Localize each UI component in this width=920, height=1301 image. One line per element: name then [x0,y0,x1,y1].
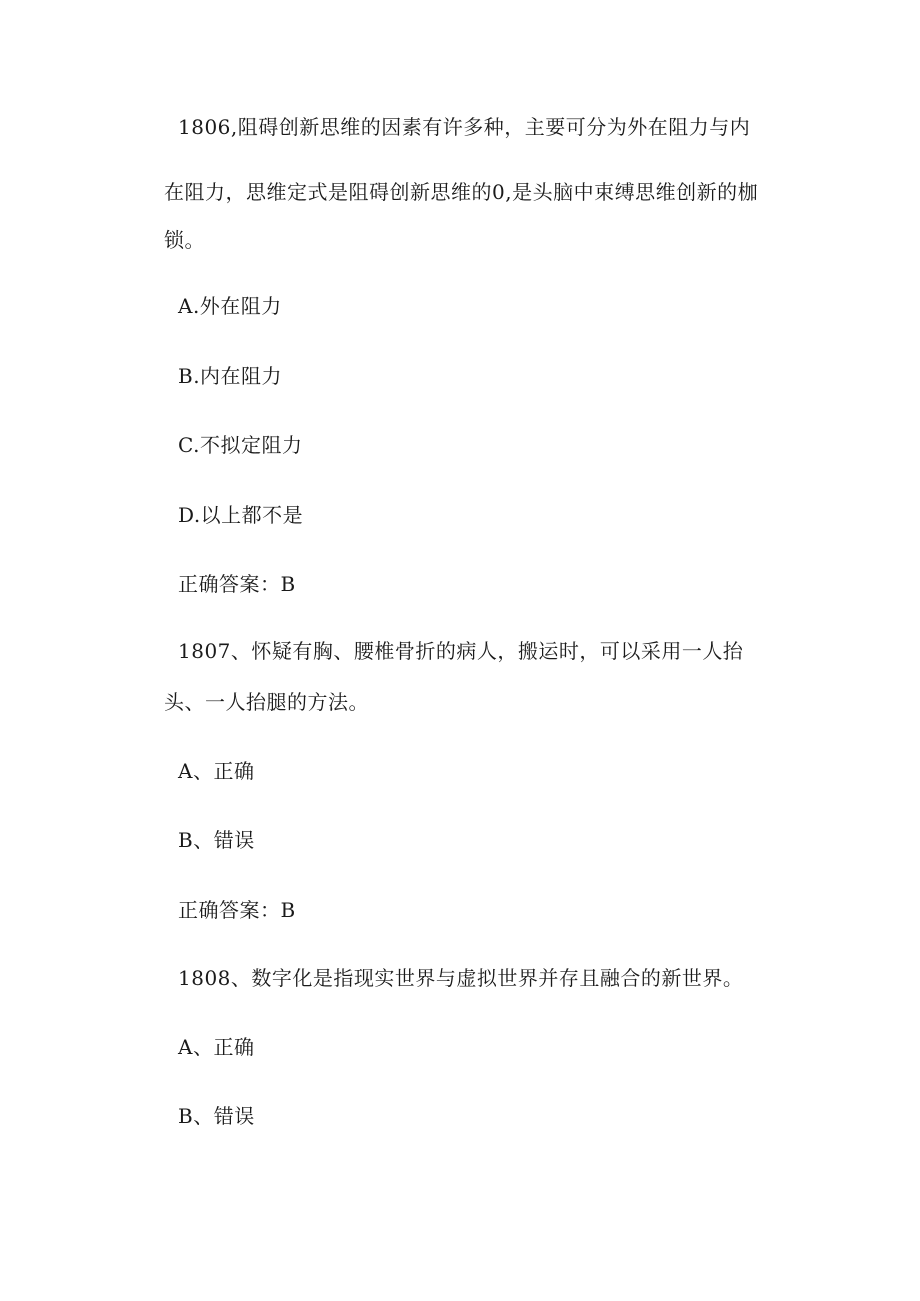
question-1806-option-b: B.内在阻力 [178,364,283,388]
question-1806-option-c: C.不拟定阻力 [178,433,303,457]
question-1806-stem-line2: 在阻力，思维定式是阻碍创新思维的0,是头脑中束缚思维创新的枷 [164,180,759,204]
question-1808-stem-line1: 1808、数字化是指现实世界与虚拟世界并存且融合的新世界。 [178,966,744,990]
question-1808-option-b: B、错误 [178,1104,255,1128]
question-1806-option-d: D.以上都不是 [178,503,304,527]
question-1806-answer: 正确答案：B [178,572,296,596]
question-1807-option-b: B、错误 [178,828,255,852]
question-1807-answer: 正确答案：B [178,898,296,922]
question-1806-stem-line3: 锁。 [164,228,205,252]
question-1806-stem-line1: 1806,阻碍创新思维的因素有许多种，主要可分为外在阻力与内 [178,115,751,139]
question-1807-stem-line2: 头、一人抬腿的方法。 [164,690,369,714]
question-1808-option-a: A、正确 [178,1035,255,1059]
question-1807-stem-line1: 1807、怀疑有胸、腰椎骨折的病人，搬运时，可以采用一人抬 [178,639,744,663]
question-1807-option-a: A、正确 [178,759,255,783]
question-1806-option-a: A.外在阻力 [178,294,282,318]
